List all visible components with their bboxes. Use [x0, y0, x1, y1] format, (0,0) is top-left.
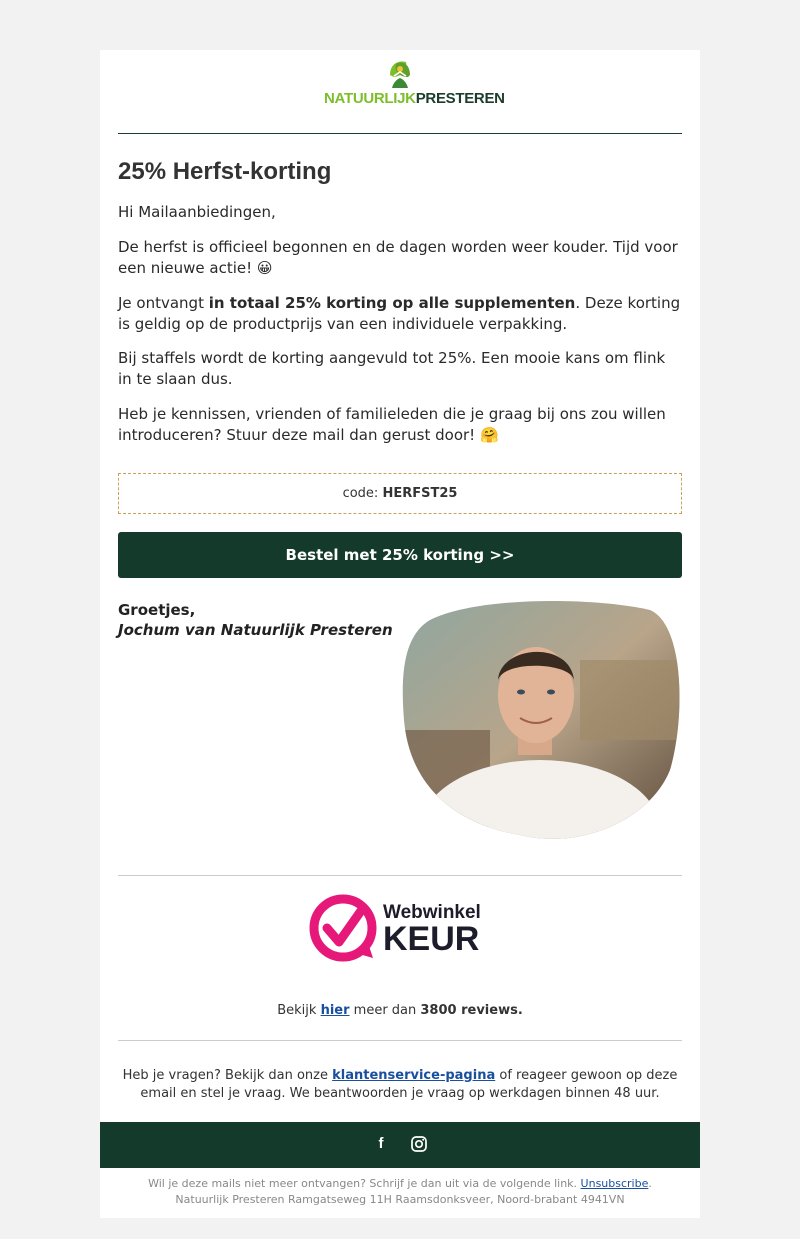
- instagram-icon[interactable]: [410, 1135, 428, 1153]
- logo-wordmark: NATUURLIJKPRESTEREN: [324, 90, 505, 107]
- discount-code-box: code: HERFST25: [118, 473, 682, 514]
- customer-service-link[interactable]: klantenservice-pagina: [332, 1068, 496, 1083]
- order-button[interactable]: Bestel met 25% korting >>: [118, 532, 682, 578]
- company-address: Natuurlijk Presteren Ramgatseweg 11H Raamsdonksveer, Noord-brabant 4941VN: [175, 1193, 625, 1206]
- footer: [100, 1176, 700, 1208]
- email-card: [100, 50, 700, 1218]
- author-photo: [400, 600, 682, 842]
- brand-logo[interactable]: [324, 60, 505, 118]
- footer-divider: [118, 1040, 682, 1041]
- unsubscribe-link[interactable]: Unsubscribe: [580, 1177, 649, 1190]
- keur-check-icon: [307, 890, 493, 966]
- signature: [118, 600, 393, 640]
- intro-paragraph: De herfst is officieel begonnen en de dagen worden weer kouder. Tijd voor een nieuwe actie! 😀: [118, 238, 678, 277]
- svg-text:KEUR: KEUR: [383, 920, 480, 958]
- email-title: 25% Herfst-korting: [118, 158, 332, 185]
- reviews-link[interactable]: hier: [320, 1003, 350, 1018]
- referral-paragraph: Heb je kennissen, vrienden of familieleden die je graag bij ons zou willen introduceren? Stuur deze mail dan gerust door! 🤗: [118, 405, 666, 444]
- help-text: Heb je vragen? Bekijk dan onze klantenservice-pagina of reageer gewoon op deze email en stel je vraag. We beantwoorden je vraag op werkdagen binnen 48 uur.: [122, 1068, 678, 1101]
- social-bar: [100, 1122, 700, 1168]
- sign-off: Groetjes,: [118, 601, 196, 619]
- facebook-icon[interactable]: f: [378, 1135, 384, 1152]
- svg-text:Webwinkel: Webwinkel: [383, 902, 481, 923]
- staffel-paragraph: Bij staffels wordt de korting aangevuld tot 25%. Een mooie kans om flink in te slaan dus.: [118, 349, 666, 388]
- discount-code[interactable]: HERFST25: [382, 486, 458, 501]
- webwinkelkeur-badge[interactable]: [307, 890, 493, 966]
- logo-leaf-icon: [324, 60, 476, 90]
- header-divider: [118, 133, 682, 134]
- discount-paragraph: Je ontvangt in totaal 25% korting op alle supplementen. Deze korting is geldig op de productprijs van een individuele verpakking.: [118, 294, 681, 333]
- greeting-text: Hi Mailaanbiedingen,: [118, 203, 276, 221]
- reviews-text: Bekijk hier meer dan 3800 reviews.: [277, 1003, 523, 1018]
- section-divider: [118, 875, 682, 876]
- unsubscribe-text: Wil je deze mails niet meer ontvangen? Schrijf je dan uit via de volgende link. Unsubscribe.: [148, 1177, 652, 1190]
- signature-name: Jochum van Natuurlijk Presteren: [118, 621, 393, 639]
